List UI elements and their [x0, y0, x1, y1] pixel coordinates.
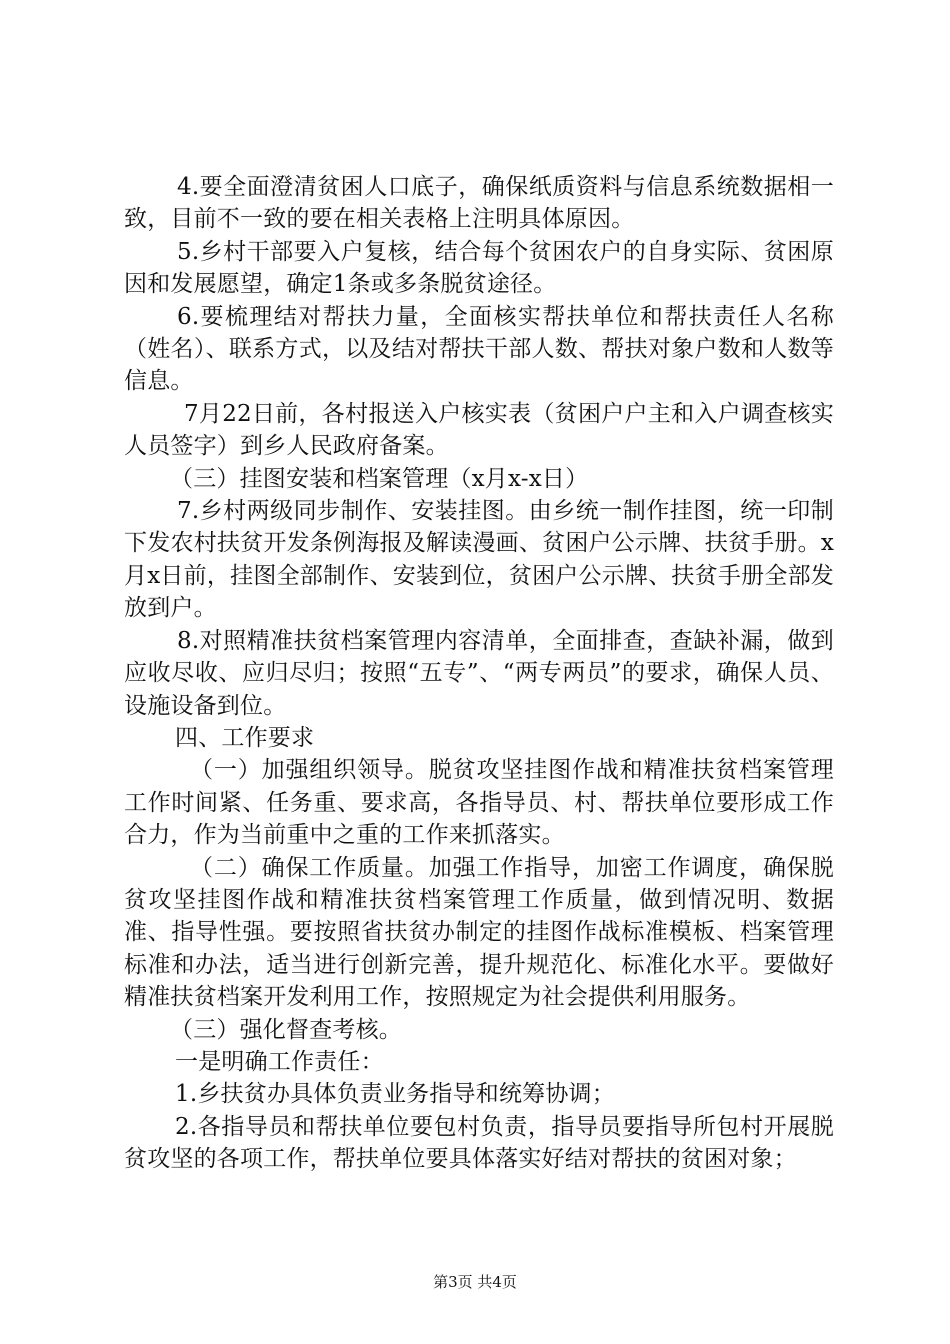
- paragraph-item-1: 1.乡扶贫办具体负责业务指导和统筹协调；: [175, 1081, 615, 1108]
- paragraph-responsibility: 一是明确工作责任：: [175, 1048, 384, 1075]
- paragraph-item-2: 2.各指导员和帮扶单位要包村负责，指导员要指导所包村开展脱贫攻坚的各项工作，帮扶单位要具体落实好结对帮扶的贫困对象；: [124, 1113, 834, 1173]
- section-heading-requirements: 四、工作要求: [175, 724, 315, 751]
- paragraph-quality: （二）确保工作质量。加强工作指导，加密工作调度，确保脱贫攻坚挂图作战和精准扶贫档案管理工作质量，做到情况明、数据准、指导性强。要按照省扶贫办制定的挂图作战标准模板、档案管理标准和办法，适当进行创新完善，提升规范化、标准化水平。要做好精准扶贫档案开发利用工作，按照规定为社会提供利用服务。: [124, 854, 834, 1011]
- paragraph-item-4: 4.要全面澄清贫困人口底子，确保纸质资料与信息系统数据相一致，目前不一致的要在相关表格上注明具体原因。: [124, 174, 834, 233]
- document-body: [124, 171, 834, 1176]
- paragraph-item-6: 6.要梳理结对帮扶力量，全面核实帮扶单位和帮扶责任人名称（姓名）、联系方式，以及结对帮扶干部人数、帮扶对象户数和人数等信息。: [124, 303, 834, 395]
- paragraph-item-8: 8.对照精准扶贫档案管理内容清单，全面排查，查缺补漏，做到应收尽收、应归尽归；按照“五专”、“两专两员”的要求，确保人员、设施设备到位。: [124, 627, 834, 719]
- paragraph-item-7: 7.乡村两级同步制作、安装挂图。由乡统一制作挂图，统一印制下发农村扶贫开发条例海报及解读漫画、贫困户公示牌、扶贫手册。x月x日前，挂图全部制作、安装到位，贫困户公示牌、扶贫手册全部发放到户。: [124, 498, 834, 622]
- paragraph-item-5: 5.乡村干部要入户复核，结合每个贫困农户的自身实际、贫困原因和发展愿望，确定1条或多条脱贫途径。: [124, 238, 834, 298]
- paragraph-leadership: （一）加强组织领导。脱贫攻坚挂图作战和精准扶贫档案管理工作时间紧、任务重、要求高，各指导员、村、帮扶单位要形成工作合力，作为当前重中之重的工作来抓落实。: [124, 757, 834, 849]
- page-footer: 第3页 共4页: [433, 1273, 517, 1291]
- paragraph-deadline: 7月22日前，各村报送入户核实表（贫困户户主和入户调查核实人员签字）到乡人民政府备案。: [124, 400, 834, 460]
- section-heading-installation: （三）挂图安装和档案管理（x月x-x日）: [170, 465, 589, 492]
- section-heading-supervision: （三）强化督查考核。: [170, 1016, 402, 1043]
